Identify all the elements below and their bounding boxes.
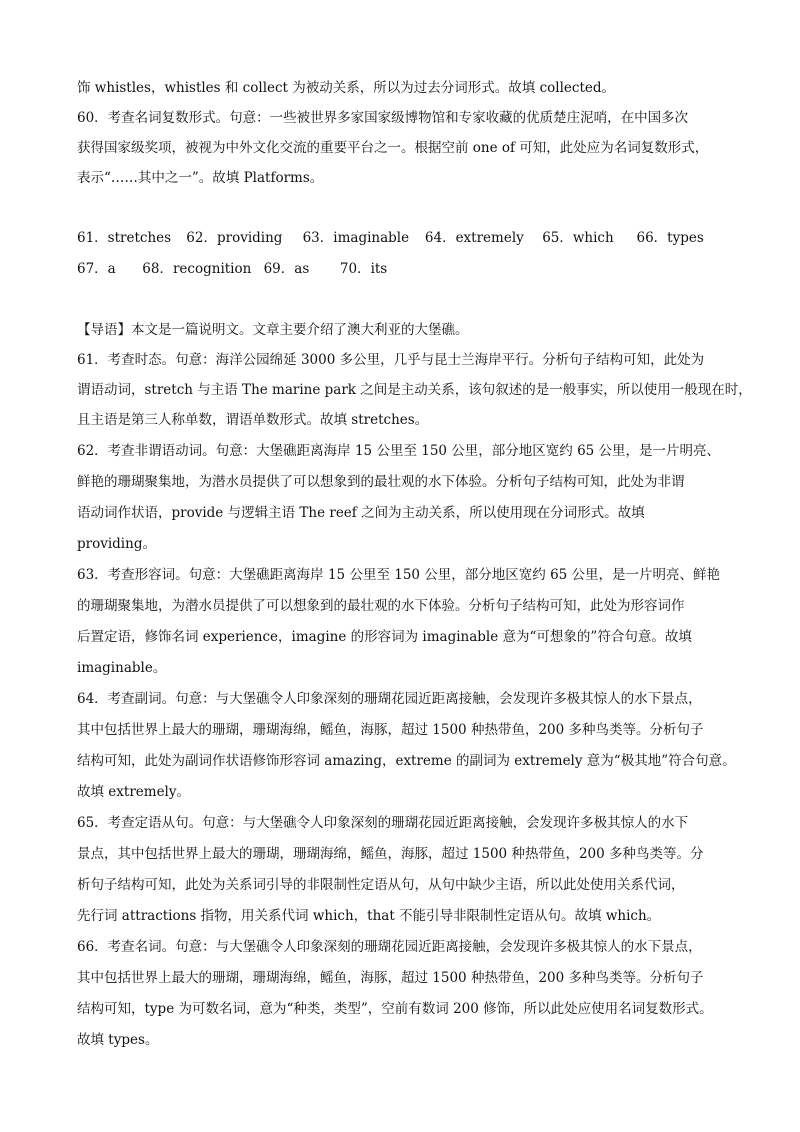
q64-line-1: 64．考查副词。句意：与大堡礁令人印象深刻的珊瑚花园近距离接触，会发现许多极其惊人的水下景点， [77, 691, 702, 707]
answer-62: 62．providing [186, 230, 283, 246]
q64-line-3: 结构可知，此处为副词作状语修饰形容词 amazing，extreme 的副词为 extremely 意为“极其地”符合句意。 [77, 753, 736, 769]
q63-line-2: 的珊瑚聚集地，为潜水员提供了可以想象到的最壮观的水下体验。分析句子结构可知，此处为形容词作 [77, 598, 685, 614]
q66-line-1: 66．考查名词。句意：与大堡礁令人印象深刻的珊瑚花园近距离接触，会发现许多极其惊人的水下景点， [77, 939, 702, 955]
answer-61: 61．stretches [77, 230, 172, 246]
q62-line-2: 鲜艳的珊瑚聚集地，为潜水员提供了可以想象到的最壮观的水下体验。分析句子结构可知，此处为非谓 [77, 474, 685, 490]
q63-line-3: 后置定语，修饰名词 experience，imagine 的形容词为 imaginable 意为“可想象的”符合句意。故填 [77, 629, 692, 645]
q65-line-2: 景点，其中包括世界上最大的珊瑚，珊瑚海绵，鳐鱼，海豚，超过 1500 种热带鱼，200 多种鸟类等。分 [77, 846, 704, 862]
guide-intro: 【导语】本文是一篇说明文。文章主要介绍了澳大利亚的大堡礁。 [77, 322, 469, 338]
q59-continuation: 饰 whistles，whistles 和 collect 为被动关系，所以为过去分词形式。故填 collected。 [77, 80, 615, 96]
q60-line-2: 获得国家级奖项，被视为中外文化交流的重要平台之一。根据空前 one of 可知，此处应为名词复数形式， [77, 140, 709, 156]
q62-line-3: 语动词作状语，provide 与逻辑主语 The reef 之间为主动关系，所以使用现在分词形式。故填 [77, 505, 645, 521]
answer-66: 66．types [636, 230, 704, 246]
q65-line-4: 先行词 attractions 指物，用关系代词 which，that 不能引导非限制性定语从句。故填 which。 [77, 908, 661, 924]
q63-line-1: 63．考查形容词。句意：大堡礁距离海岸 15 公里至 150 公里，部分地区宽约 65 公里，是一片明亮、鲜艳 [77, 567, 721, 583]
q64-line-2: 其中包括世界上最大的珊瑚，珊瑚海绵，鳐鱼，海豚，超过 1500 种热带鱼，200 多种鸟类等。分析句子 [77, 722, 704, 738]
q63-line-4: imaginable。 [77, 660, 167, 676]
answer-68: 68．recognition [142, 261, 252, 277]
answer-70: 70．its [339, 261, 388, 277]
q60-line-3: 表示“……其中之一”。故填 Platforms。 [77, 170, 324, 186]
q61-line-3: 且主语是第三人称单数，谓语单数形式。故填 stretches。 [77, 412, 429, 428]
q66-line-4: 故填 types。 [77, 1032, 159, 1048]
q66-line-3: 结构可知，type 为可数名词，意为“种类，类型”，空前有数词 200 修饰，所以此处应使用名词复数形式。 [77, 1001, 713, 1017]
q65-line-3: 析句子结构可知，此处为关系词引导的非限制性定语从句，从句中缺少主语，所以此处使用关系代词， [77, 877, 685, 893]
answer-row-1 [77, 228, 704, 248]
answer-65: 65．which [542, 230, 614, 246]
q61-line-1: 61．考查时态。句意：海洋公园绵延 3000 多公里，几乎与昆士兰海岸平行。分析句子结构可知，此处为 [77, 352, 705, 368]
answer-64: 64．extremely [424, 230, 524, 246]
q62-line-1: 62．考查非谓语动词。句意：大堡礁距离海岸 15 公里至 150 公里，部分地区宽约 65 公里，是一片明亮、 [77, 443, 721, 459]
answer-67: 67．a [77, 261, 116, 277]
q61-line-2: 谓语动词，stretch 与主语 The marine park 之间是主动关系，该句叙述的是一般事实，所以使用一般现在时， [77, 382, 752, 398]
answer-63: 63．imaginable [302, 230, 410, 246]
answer-69: 69．as [263, 261, 310, 277]
q64-line-4: 故填 extremely。 [77, 784, 190, 800]
q62-line-4: providing。 [77, 536, 156, 552]
answer-row-2 [77, 259, 387, 279]
q65-line-1: 65．考查定语从句。句意：与大堡礁令人印象深刻的珊瑚花园近距离接触，会发现许多极其惊人的水下 [77, 815, 689, 831]
q60-line-1: 60．考查名词复数形式。句意：一些被世界多家国家级博物馆和专家收藏的优质楚庄泥哨，在中国多次 [77, 110, 689, 126]
q66-line-2: 其中包括世界上最大的珊瑚，珊瑚海绵，鳐鱼，海豚，超过 1500 种热带鱼，200 多种鸟类等。分析句子 [77, 970, 704, 986]
